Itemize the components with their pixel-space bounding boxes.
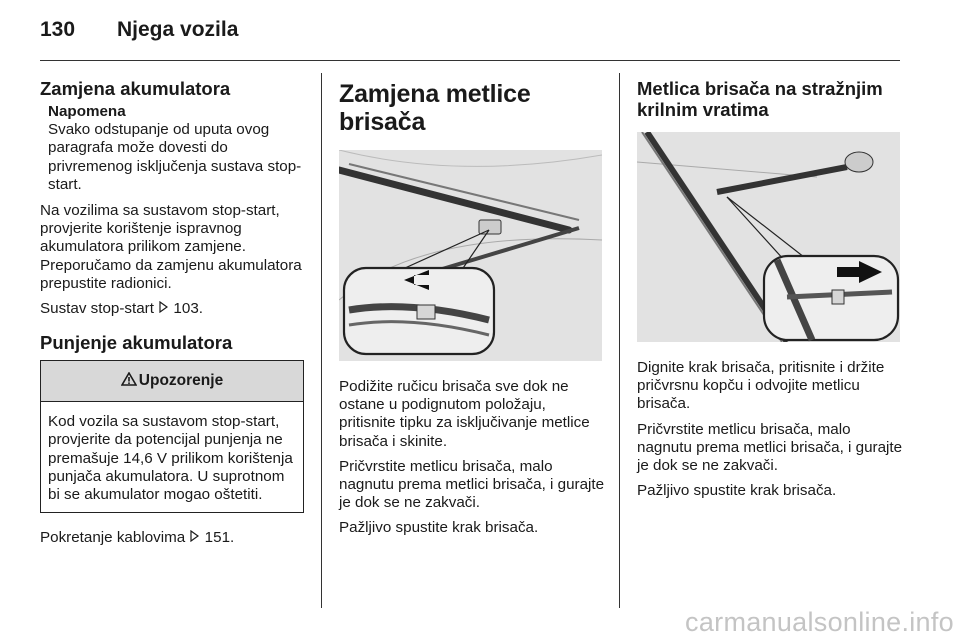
page-reference-icon — [159, 300, 168, 318]
warning-text: Kod vozila sa sustavom stop-start, provjerite da potencijal punjenja ne premašuje 14,6 V prilikom korištenja punjača akumulatora. U suprotnom bi se akumulator mogao oštetiti. — [48, 413, 293, 504]
column-wiper-blade — [339, 78, 605, 545]
section-title: Zamjena metlice brisača — [339, 80, 531, 136]
paragraph: Pažljivo spustite krak brisača. — [339, 519, 539, 537]
page-title: Njega vozila — [117, 18, 239, 41]
page-number: 130 — [40, 18, 76, 41]
ref-text: Sustav stop-start — [40, 300, 154, 318]
paragraph: Pričvrstite metlicu brisača, malo nagnutu prema metlici brisača, i gurajte je dok se ne zakvači. — [637, 420, 903, 475]
warning-title: Upozorenje — [138, 372, 224, 390]
column-divider — [619, 73, 620, 608]
note-block — [40, 103, 306, 194]
note-title: Napomena — [48, 103, 126, 120]
paragraph: Pažljivo spustite krak brisača. — [637, 482, 837, 500]
subsection-title: Punjenje akumulatora — [40, 332, 233, 354]
page-reference-icon — [190, 529, 199, 547]
paragraph: Podižite ručicu brisača sve dok ne ostane u podignutom položaju, pritisnite tipku za isključivanje metlice brisača i skinite. — [339, 378, 590, 450]
ref-page[interactable]: 151. — [204, 529, 235, 547]
section-title: Metlica brisača na stražnjim krilnim vratima — [637, 78, 883, 120]
paragraph: Pričvrstite metlicu brisača, malo nagnutu prema metlici brisača, i gurajte je dok se ne zakvači. — [339, 457, 605, 512]
warning-triangle-icon — [121, 372, 137, 389]
paragraph: Dignite krak brisača, pritisnite i držite pričvrsnu kopču i odvojite metlicu brisača. — [637, 359, 885, 413]
section-title: Zamjena akumulatora — [40, 78, 231, 99]
ref-text: Pokretanje kablovima — [40, 529, 186, 547]
note-text: Svako odstupanje od uputa ovog paragrafa može dovesti do privremenog isključenja sustava stop-start. — [48, 121, 302, 193]
column-divider — [321, 73, 322, 608]
watermark: carmanualsonline.info — [685, 607, 954, 637]
rear-wiper-figure — [637, 132, 900, 342]
paragraph-with-ref — [40, 300, 306, 318]
paragraph: Na vozilima sa sustavom stop-start, provjerite korištenje ispravnog akumulatora prilikom zamjene. Preporučamo da zamjenu akumulatora prepustite radionici. — [40, 202, 302, 292]
column-battery — [40, 78, 306, 554]
ref-page[interactable]: 103. — [173, 300, 203, 318]
warning-header — [41, 361, 303, 402]
paragraph-with-ref — [40, 529, 306, 547]
wiper-blade-figure — [339, 150, 602, 361]
header-rule — [40, 60, 900, 61]
warning-box — [40, 360, 304, 513]
column-rear-wiper — [637, 78, 903, 507]
